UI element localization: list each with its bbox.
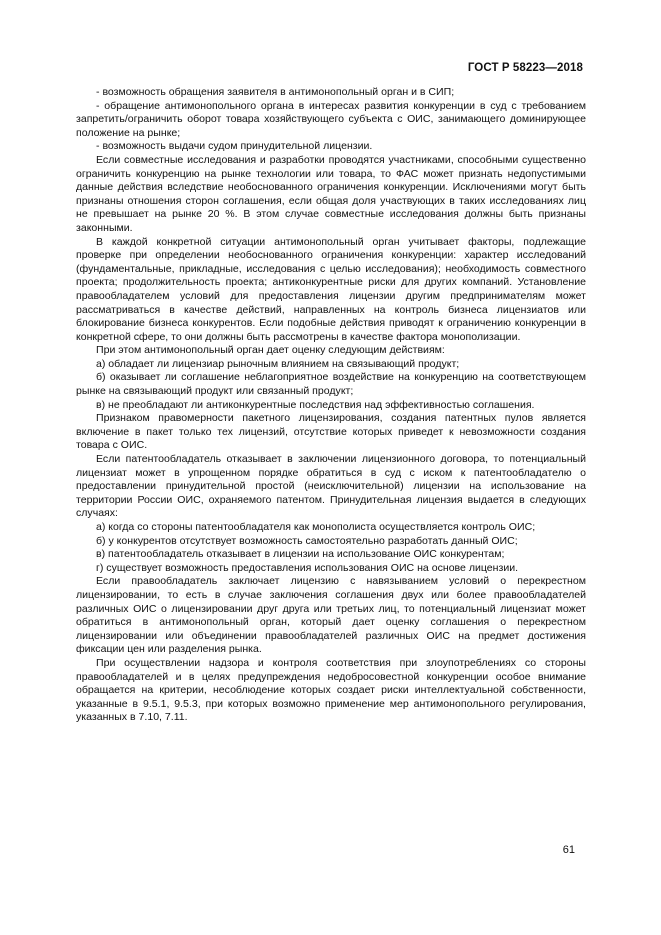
paragraph: г) существует возможность предоставления использования ОИС на основе лицензии.: [96, 561, 519, 574]
paragraph: - возможность выдачи судом принудительной лицензии.: [96, 140, 373, 153]
paragraph: Если правообладатель заключает лицензию с навязыванием условий о перекрестном лицензировании, то есть в случае заключения соглашения двух или более правообладателей различных ОИС о лицензировании друг друга или третьих лиц, то потенциальный лицензиат может обратиться в антимонопольный орган, который дает оценку соглашения о перекрестном лицензировании или объединении правообладателей различных ОИС на предмет достижения фиксации цен или разделения рынка.: [76, 575, 586, 656]
paragraph: - возможность обращения заявителя в антимонопольный орган и в СИП;: [96, 86, 455, 98]
paragraph: Если патентообладатель отказывает в заключении лицензионного договора, то потенциальный лицензиат может в упрощенном порядке обратиться в суд с иском к патентообладателю о предоставлении принудительной простой (неисключительной) лицензии на использование на территории России ОИС, охраняемого патентом. Принудительная лицензия выдается в следующих случаях:: [76, 453, 586, 520]
paragraph: Признаком правомерности пакетного лицензирования, создания патентных пулов является включение в пакет только тех лицензий, отсутствие которых приведет к невозможности создания товара с ОИС.: [76, 412, 586, 452]
document-body: [76, 86, 586, 725]
paragraph: а) когда со стороны патентообладателя как монополиста осуществляется контроль ОИС;: [96, 521, 536, 533]
paragraph: В каждой конкретной ситуации антимонопольный орган учитывает факторы, подлежащие проверке при определении необоснованного ограничения конкуренции: характер исследований (фундаментальные, прикладные, исследования с целью исследования); необходимость совместного проекта; продолжительность проекта; антиконкурентные риски для других компаний. Установление правообладателем условий для предоставления лицензии другим предпринимателям может рассматриваться в качестве действий, направленных на контроль бизнеса лицензиатов или блокирование бизнеса конкурентов. Если подобные действия приводят к ограничению конкуренции в конкретной сфере, то они должны быть рассмотрены в качестве фактора монополизации.: [76, 235, 586, 343]
paragraph: Если совместные исследования и разработки проводятся участниками, способными существенно ограничить конкуренцию на рынке технологии или товара, то ФАС может признать недопустимыми данные действия вследствие необоснованного ограничения конкуренции. Исключениями могут быть признаны отношения сторон соглашения, если общая доля участвующих в таких исследованиях лиц не превышает на рынке 20 %. В этом случае совместные исследования должны быть признаны законными.: [76, 153, 586, 234]
document-header: ГОСТ Р 58223—2018: [467, 62, 583, 74]
paragraph: а) обладает ли лицензиар рыночным влиянием на связывающий продукт;: [96, 357, 460, 370]
paragraph: в) не преобладают ли антиконкурентные последствия над эффективностью соглашения.: [96, 398, 535, 411]
paragraph: - обращение антимонопольного органа в интересах развития конкуренции в суд с требованием запретить/ограничить оборот товара хозяйствующего субъекта с ОИС, занимающего доминирующее положение на рынке;: [76, 99, 586, 139]
paragraph: б) оказывает ли соглашение неблагоприятное воздействие на конкуренцию на соответствующем рынке на связывающий продукт или связанный продукт;: [76, 371, 586, 398]
paragraph: При этом антимонопольный орган дает оценку следующим действиям:: [96, 344, 445, 357]
page-number: 61: [562, 844, 575, 856]
paragraph: б) у конкурентов отсутствует возможность самостоятельно разработать данный ОИС;: [96, 534, 518, 547]
paragraph: в) патентообладатель отказывает в лицензии на использование ОИС конкурентам;: [96, 548, 505, 561]
paragraph: При осуществлении надзора и контроля соответствия при злоупотреблениях со стороны правообладателей и в целях предупреждения недобросовестной конкуренции особое внимание обращается на критерии, несоблюдение которых создает риски интеллектуальной собственности, указанные в 9.5.1, 9.5.3, при которых возможно применение мер антимонопольного регулирования, указанных в 7.10, 7.11.: [76, 656, 586, 724]
